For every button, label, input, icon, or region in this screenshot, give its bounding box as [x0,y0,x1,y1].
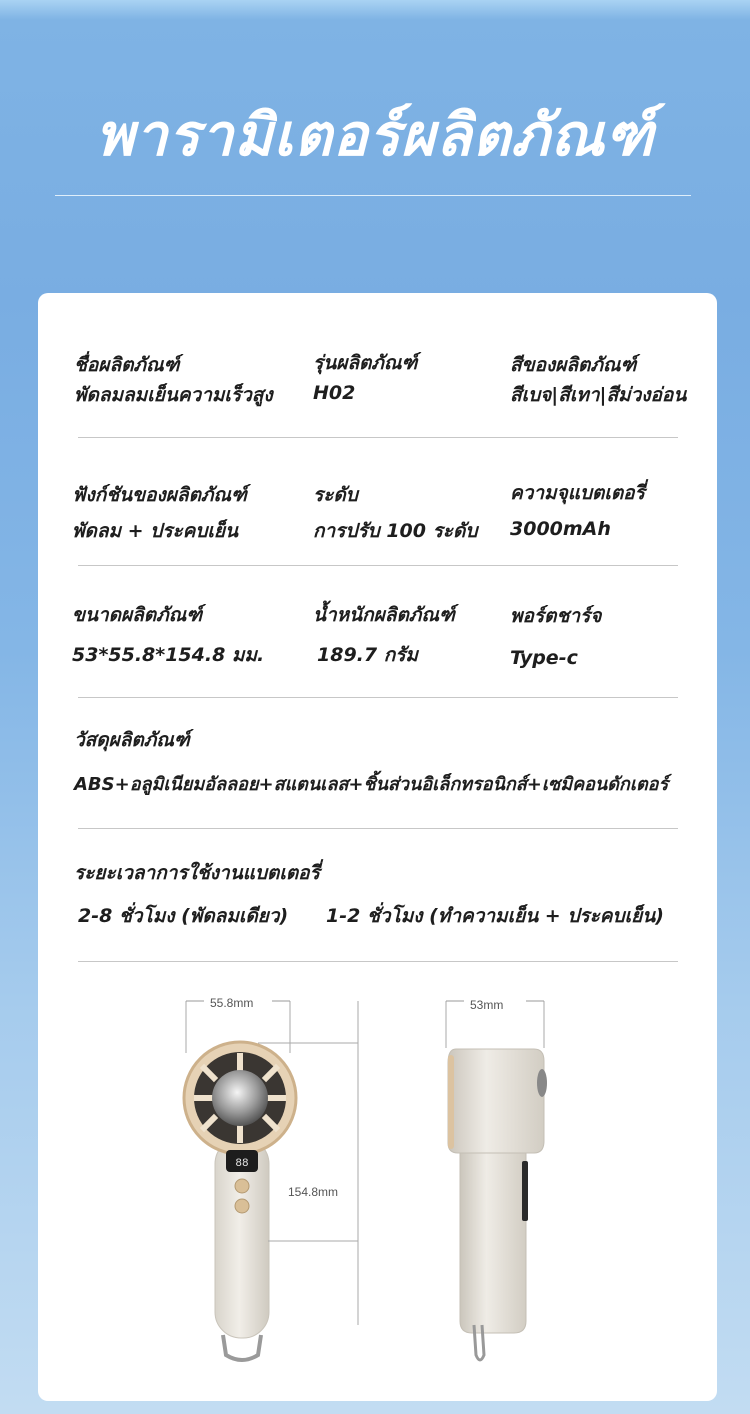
spec-weight [313,595,455,675]
spec-port-label: พอร์ตชาร์จ [510,605,602,627]
spec-level [313,477,477,549]
display-digits: 88 [235,1158,249,1170]
spec-battery [510,475,645,547]
spec-name-label: ชื่อผลิตภัณฑ์ [74,354,180,376]
spec-size-label: ขนาดผลิตภัณฑ์ [72,604,203,626]
height-dimension: 154.8mm [288,1185,339,1199]
spec-port [510,595,601,679]
spec-function-label: ฟังก์ชันของผลิตภัณฑ์ [72,484,247,506]
spec-size-value: 53*55.8*154.8 มม. [72,644,265,666]
divider [78,828,678,829]
divider [78,961,678,962]
divider [78,565,678,566]
spec-name [74,350,273,410]
spec-port-value: Type-c [510,647,578,669]
spec-level-label: ระดับ [313,484,358,506]
spec-model-label: รุ่นผลิตภัณฑ์ [313,352,418,374]
spec-runtime-cooling: 1-2 ชั่วโมง (ทำความเย็น + ประคบเย็น) [326,905,664,927]
title-divider [55,195,691,196]
spec-model-value: H02 [313,382,356,404]
product-side-view [438,993,598,1373]
spec-battery-value: 3000mAh [510,518,611,540]
spec-color-value: สีเบจ|สีเทา|สีม่วงอ่อน [510,384,687,406]
spec-weight-label: น้ำหนักผลิตภัณฑ์ [313,604,455,626]
spec-function-value: พัดลม + ประคบเย็น [72,520,239,542]
spec-size [72,595,264,675]
depth-dimension: 53mm [470,998,504,1012]
divider [78,697,678,698]
spec-material-label: วัสดุผลิตภัณฑ์ [74,729,190,751]
spec-color-label: สีของผลิตภัณฑ์ [510,354,637,376]
spec-card [38,293,717,1401]
spec-level-value: การปรับ 100 ระดับ [313,520,478,542]
spec-weight-value: 189.7 กรัม [317,644,418,666]
spec-runtime-label: ระยะเวลาการใช้งานแบตเตอรี่ [74,862,320,884]
spec-model [313,348,417,408]
spec-function [72,477,247,549]
divider [78,437,678,438]
spec-material-value: ABS+อลูมิเนียมอัลลอย+สแตนเลส+ชิ้นส่วนอิเล็กทรอนิกส์+เซมิคอนดักเตอร์ [74,774,669,795]
width-dimension: 55.8mm [210,996,254,1010]
page-title: พารามิเตอร์ผลิตภัณฑ์ [95,101,655,169]
spec-battery-label: ความจุแบตเตอรี่ [510,482,645,504]
spec-runtime-fan: 2-8 ชั่วโมง (พัดลมเดียว) [78,905,289,927]
spec-name-value: พัดลมลมเย็นความเร็วสูง [74,384,273,406]
spec-color [510,350,686,410]
